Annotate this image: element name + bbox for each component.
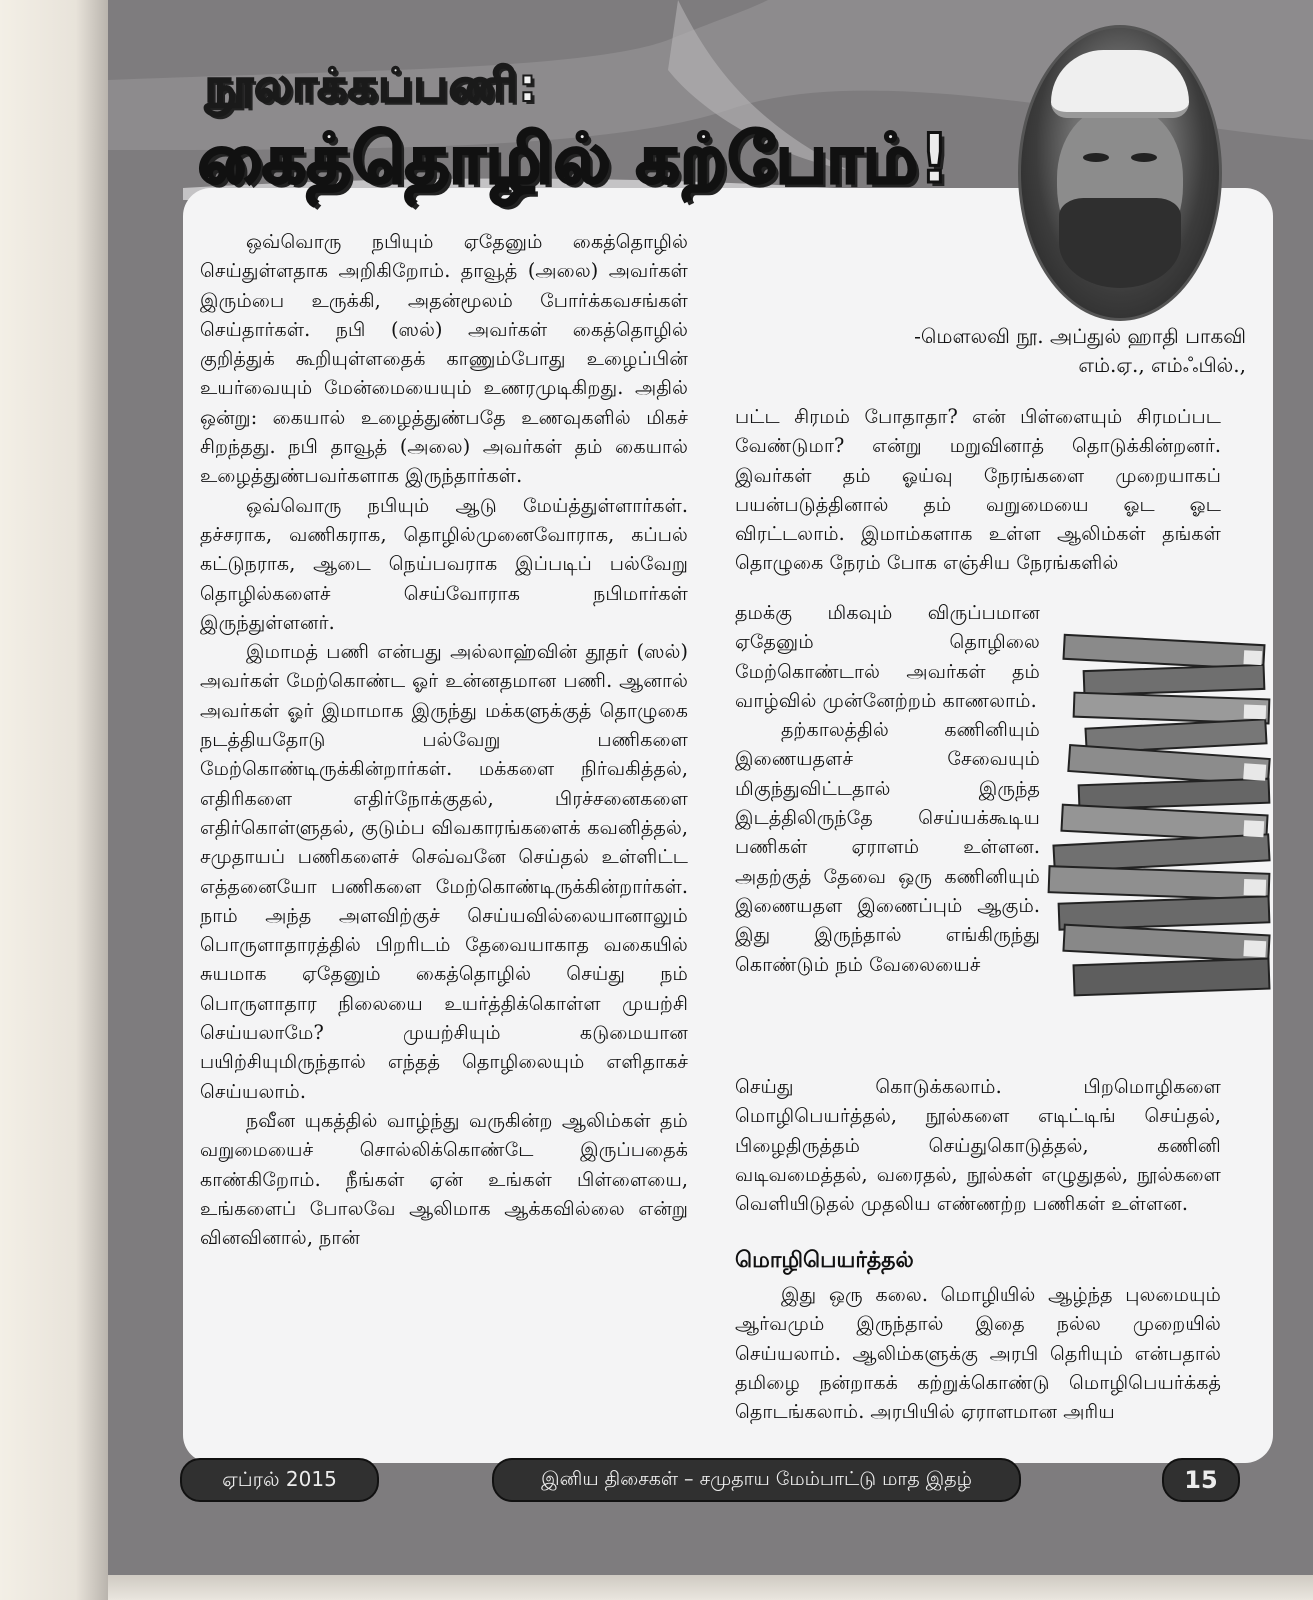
author-degrees: எம்.ஏ., எம்ஃபில்., — [1078, 353, 1246, 377]
author-eye-left — [1083, 153, 1109, 162]
page-gutter — [0, 0, 108, 1600]
issue-date: ஏப்ரல் 2015 — [180, 1458, 379, 1502]
body-paragraph: நவீன யுகத்தில் வாழ்ந்து வருகின்ற ஆலிம்கள் தம் வறுமையைச் சொல்லிக்கொண்டே இருப்பதைக் காண்கிறோம். நீங்கள் ஏன் உங்கள் பிள்ளையை, உங்களைப் போலவே ஆலிமாக ஆக்கவில்லை என்று வினவினால், நான் — [200, 1108, 688, 1250]
body-paragraph: இது ஒரு கலை. மொழியில் ஆழ்ந்த புலமையும் ஆர்வமும் இருந்தால் இதை நல்ல முறையில் செய்யலாம். ஆலிம்களுக்கு அரபி தெரியும் என்பதால் தமிழை நன்றாகக் கற்றுக்கொண்டு மொழிபெயர்க்கத் தொடங்கலாம். அரபியில் ஏராளமான அரிய — [735, 1283, 1221, 1424]
author-cap — [1051, 50, 1189, 118]
article-kicker: நூலாக்கப்பணி: — [205, 58, 538, 112]
body-paragraph: பட்ட சிரமம் போதாதா? என் பிள்ளையும் சிரமப்பட வேண்டுமா? என்று மறுவினாத் தொடுக்கின்றனர். இவர்கள் தம் ஓய்வு நேரங்களை முறையாகப் பயன்படுத்தினால் தம் வறுமையை ஓட ஓட விரட்டலாம். இமாம்களாக உள்ள ஆலிம்கள் தங்கள் தொழுகை நேரம் போக எஞ்சிய நேரங்களில் — [735, 405, 1221, 575]
page-number: 15 — [1162, 1458, 1240, 1502]
left-column — [200, 227, 688, 1252]
body-paragraph: தமக்கு மிகவும் விருப்பமான ஏதேனும் தொழிலை மேற்கொண்டால் அவர்கள் தம் வாழ்வில் முன்னேற்றம் காணலாம். — [735, 601, 1040, 712]
right-column-bottom — [735, 1072, 1221, 1218]
section-heading: மொழிபெயர்த்தல் — [735, 1247, 914, 1273]
page-bottom-edge — [108, 1575, 1313, 1600]
body-paragraph: இமாமத் பணி என்பது அல்லாஹ்வின் தூதர் (ஸல்) அவர்கள் மேற்கொண்ட ஓர் உன்னதமான பணி. ஆனால் அவர்கள் ஓர் இமாமாக இருந்து மக்களுக்குத் தொழுகை நடத்தியதோடு பல்வேறு பணிகளை மேற்கொண்டிருக்கின்றார்கள். மக்களை நிர்வகித்தல், எதிரிகளை எதிர்நோக்குதல், பிரச்சனைகளை எதிர்கொள்ளுதல், குடும்ப விவகாரங்களைக் கவனித்தல், சமுதாயப் பணிகளைச் செவ்வனே செய்தல் உள்ளிட்ட எத்தனையோ பணிகளை மேற்கொண்டிருக்கின்றார்கள். நாம் அந்த அளவிற்குச் செய்யவில்லையானாலும் பொருளாதாரத்தில் பிறரிடம் தேவையாகாத வகையில் சுயமாக ஏதேனும் கைத்தொழில் செய்து நம் பொருளாதார நிலையை உயர்த்திக்கொள்ள முயற்சி செய்யலாமே? முயற்சியும் கடுமையான பயிற்சியுமிருந்தால் எந்தத் தொழிலையும் எளிதாகச் செய்யலாம். — [200, 640, 688, 1103]
right-column-middle — [735, 598, 1040, 979]
right-column-top — [735, 402, 1221, 578]
author-eye-right — [1131, 153, 1157, 162]
book-stack-image — [1044, 632, 1276, 1020]
magazine-name: இனிய திசைகள் – சமுதாய மேம்பாட்டு மாத இதழ் — [492, 1458, 1021, 1502]
body-paragraph: செய்து கொடுக்கலாம். பிறமொழிகளை மொழிபெயர்த்தல், நூல்களை எடிட்டிங் செய்தல், பிழைதிருத்தம் செய்துகொடுத்தல், கணினி வடிவமைத்தல், வரைதல், நூல்கள் எழுதுதல், நூல்களை வெளியிடுதல் முதலிய எண்ணற்ற பணிகள் உள்ளன. — [735, 1075, 1221, 1216]
body-paragraph: ஒவ்வொரு நபியும் ஆடு மேய்த்துள்ளார்கள். தச்சராக, வணிகராக, தொழில்முனைவோராக, கப்பல் கட்டுநராக, ஆடை நெய்பவராக இப்படிப் பல்வேறு தொழில்களைச் செய்வோராக நபிமார்கள் இருந்துள்ளனர். — [200, 493, 688, 634]
author-photo — [1018, 25, 1222, 321]
author-name: -மௌலவி நூ. அப்துல் ஹாதி பாகவி — [914, 324, 1246, 348]
body-paragraph: ஒவ்வொரு நபியும் ஏதேனும் கைத்தொழில் செய்துள்ளதாக அறிகிறோம். தாவூத் (அலை) அவர்கள் இரும்பை உருக்கி, அதன்மூலம் போர்க்கவசங்கள் செய்தார்கள். நபி (ஸல்) அவர்கள் கைத்தொழில் குறித்துக் கூறியுள்ளதைக் காணும்போது உழைப்பின் உயர்வையும் மேன்மையையும் உணரமுடிகிறது. அதில் ஒன்று: கையால் உழைத்துண்பதே உணவுகளில் மிகச் சிறந்தது. நபி தாவூத் (அலை) அவர்கள் தம் கையால் உழைத்துண்பவர்களாக இருந்தார்கள். — [200, 230, 688, 488]
author-beard — [1059, 198, 1181, 288]
right-column-last — [735, 1280, 1221, 1426]
author-byline — [914, 322, 1246, 380]
body-paragraph: தற்காலத்தில் கணினியும் இணையதளச் சேவையும் மிகுந்துவிட்டதால் இருந்த இடத்திலிருந்தே செய்யக்கூடிய பணிகள் ஏராளம் உள்ளன. அதற்குத் தேவை ஒரு கணினியும் இணையதள இணைப்பும் ஆகும். இது இருந்தால் எங்கிருந்து கொண்டும் நம் வேலையைச் — [735, 718, 1040, 976]
article-title: கைத்தொழில் கற்போம்! — [198, 120, 951, 199]
